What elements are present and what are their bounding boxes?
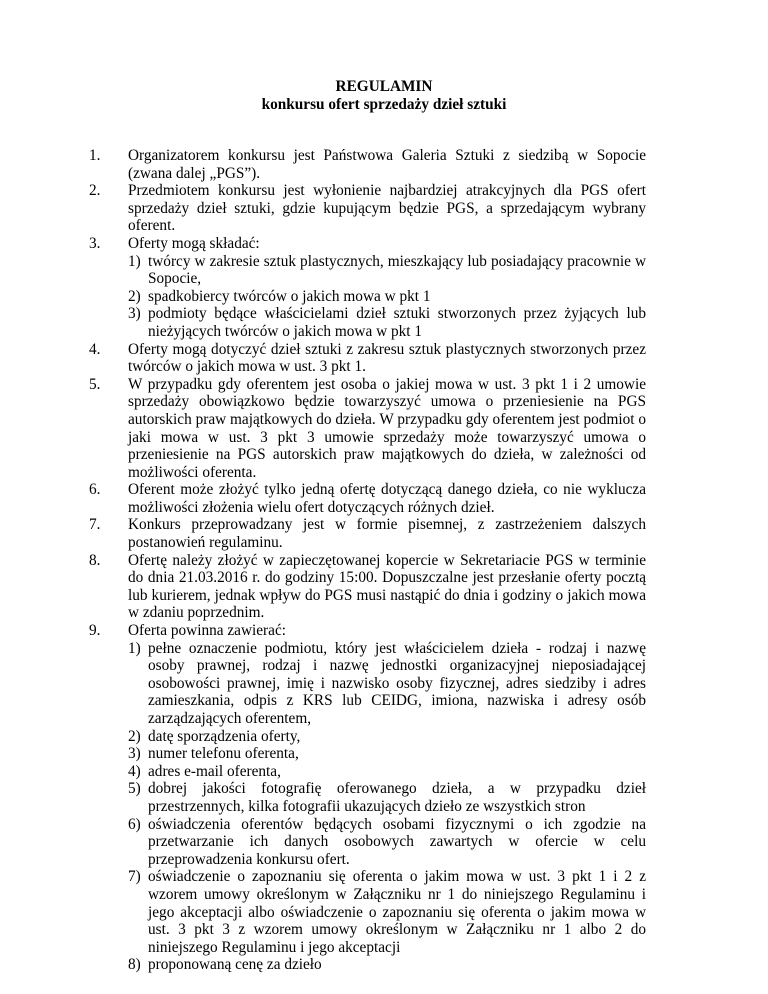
- list-item: [0, 552, 768, 622]
- sub-item-text: adres e-mail oferenta,: [148, 762, 281, 780]
- sub-item-text: oświadczenia oferentów będących osobami fizycznymi o ich zgodzie na przetwarzanie ich danych osobowych zawartych w ofercie w celu przeprowadzenia konkursu ofert.: [148, 815, 646, 868]
- sub-item-number: 7): [128, 868, 141, 886]
- list-item: [0, 376, 768, 482]
- sub-item-text: dobrej jakości fotografię oferowanego dzieła, a w przypadku dzieł przestrzennych, kilka fotografii ukazujących dzieło ze wszystkich stron: [148, 780, 646, 815]
- sub-item: [128, 745, 646, 763]
- sub-item: [128, 956, 646, 974]
- item-text: Oferty mogą składać:: [128, 234, 260, 252]
- sub-item-number: 8): [128, 956, 141, 974]
- sub-item: [128, 640, 646, 728]
- sub-item-text: twórcy w zakresie sztuk plastycznych, mieszkający lub posiadający pracownie w Sopocie,: [148, 252, 646, 288]
- sub-item: [128, 305, 646, 340]
- item-number: 8.: [89, 551, 101, 569]
- list-item: [0, 481, 768, 516]
- regulation-list: [0, 147, 768, 974]
- item-number: 9.: [89, 622, 101, 640]
- list-item: [0, 341, 768, 376]
- item-text: Oferty mogą dotyczyć dzieł sztuki z zakresu sztuk plastycznych stworzonych przez twórców o jakich mowa w ust. 3 pkt 1.: [128, 340, 646, 376]
- item-number: 7.: [89, 516, 101, 534]
- sub-item: [128, 780, 646, 815]
- list-item: [0, 622, 768, 640]
- sub-item-number: 1): [128, 252, 141, 270]
- list-item: [0, 235, 768, 253]
- item-number: 3.: [89, 234, 101, 252]
- item-text: W przypadku gdy oferentem jest osoba o jakiej mowa w ust. 3 pkt 1 i 2 umowie sprzedaży obowiązkowo będzie towarzyszyć umowa o przeniesienie na PGS autorskich praw majątkowych do dzieła. W przypadku gdy oferentem jest podmiot o jaki mowa w ust. 3 pkt 3 umowie sprzedaży może towarzyszyć umowa o przeniesienie na PGS autorskich praw majątkowych do dzieła, w zależności od możliwości oferenta.: [128, 375, 646, 481]
- item-text: Oferta powinna zawierać:: [128, 622, 286, 640]
- sub-item: [128, 868, 646, 956]
- item-text: Organizatorem konkursu jest Państwowa Galeria Sztuki z siedzibą w Sopocie (zwana dalej „PGS”).: [128, 147, 646, 182]
- sub-item-text: datę sporządzenia oferty,: [148, 727, 301, 745]
- item-number: 1.: [89, 147, 101, 164]
- sub-item: [128, 728, 646, 746]
- sub-item-number: 2): [128, 287, 141, 305]
- list-item: [0, 182, 768, 235]
- sub-item: [128, 816, 646, 869]
- item-number: 2.: [89, 182, 101, 200]
- item-text: Oferent może złożyć tylko jedną ofertę dotyczącą danego dzieła, co nie wyklucza możliwości złożenia wielu ofert dotyczących różnych dzieł.: [128, 481, 646, 516]
- sub-item: [128, 763, 646, 781]
- sub-item-text: podmioty będące właścicielami dzieł sztuki stworzonych przez żyjących lub nieżyjących twórców o jakich mowa w pkt 1: [148, 305, 646, 340]
- document-title: REGULAMIN: [335, 78, 433, 95]
- sub-item-text: numer telefonu oferenta,: [148, 745, 299, 763]
- list-item: [0, 516, 768, 551]
- sub-item-text: proponowaną cenę za dzieło: [148, 956, 322, 974]
- item-text: Konkurs przeprowadzany jest w formie pisemnej, z zastrzeżeniem dalszych postanowień regulaminu.: [128, 516, 646, 552]
- item-number: 5.: [89, 375, 101, 393]
- item-text: Przedmiotem konkursu jest wyłonienie najbardziej atrakcyjnych dla PGS ofert sprzedaży dzieł sztuki, gdzie kupującym będzie PGS, a sprzedającym wybrany oferent.: [128, 182, 646, 235]
- item-number: 4.: [89, 340, 101, 358]
- sub-item-number: 2): [128, 727, 141, 745]
- sub-item: [128, 288, 646, 306]
- document-subtitle: konkursu ofert sprzedaży dzieł sztuki: [261, 95, 507, 113]
- sub-item-text: spadkobiercy twórców o jakich mowa w pkt 1: [148, 287, 431, 305]
- sub-item-text: pełne oznaczenie podmiotu, który jest właścicielem dzieła - rodzaj i nazwę osoby prawnej, rodzaj i nazwę jednostki organizacyjnej nieposiadającej osobowości prawnej, imię i nazwisko osoby fizycznej, adres siedziby i adres zamieszkania, odpis z KRS lub CEIDG, imiona, nazwiska i adresy osób zarządzających oferentem,: [148, 639, 646, 727]
- sub-item-number: 3): [128, 745, 141, 763]
- sub-item-number: 6): [128, 815, 141, 833]
- document-header: [0, 78, 768, 113]
- item-text: Ofertę należy złożyć w zapieczętowanej kopercie w Sekretariacie PGS w terminie do dnia 21.03.2016 r. do godziny 15:00. Dopuszczalne jest przesłanie oferty pocztą lub kurierem, jednak wpływ do PGS musi nastąpić do dnia i godziny o jakich mowa w zdaniu poprzednim.: [128, 551, 646, 622]
- sub-item: [128, 253, 646, 288]
- list-item: [0, 147, 768, 182]
- sub-item-number: 4): [128, 762, 141, 780]
- sub-item-number: 1): [128, 639, 141, 657]
- sub-item-number: 5): [128, 780, 141, 798]
- sub-item-text: oświadczenie o zapoznaniu się oferenta o jakim mowa w ust. 3 pkt 1 i 2 z wzorem umowy określonym w Załączniku nr 1 do niniejszego Regulaminu i jego akceptacji albo oświadczenie o zapoznaniu się oferenta o jakim mowa w ust. 3 pkt 3 z wzorem umowy określonym w Załączniku nr 1 albo 2 do niniejszego Regulaminu i jego akceptacji: [148, 868, 646, 956]
- item-number: 6.: [89, 481, 101, 499]
- sub-item-number: 3): [128, 305, 141, 323]
